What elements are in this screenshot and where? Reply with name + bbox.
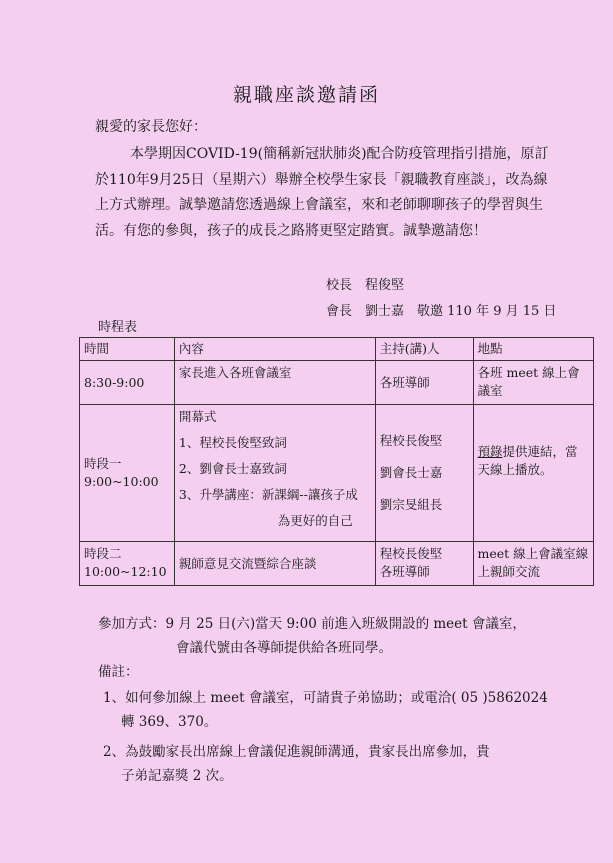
- row2-place-rest: 提供連結，當天線上播放。: [477, 444, 578, 477]
- row2-host-cell: [375, 405, 473, 542]
- note-item: [103, 686, 563, 734]
- row1-place: 各班 meet 線上會議室: [473, 361, 594, 405]
- join-line: 會議代號由各導師提供給各班同學。: [176, 640, 392, 656]
- note-line: 2、為鼓勵家長出席線上會議促進親師溝通，貴家長出席參加，貴: [103, 744, 490, 760]
- row3-time-label: 時段二: [84, 546, 122, 561]
- row1-host: 各班導師: [375, 361, 473, 405]
- host-name: 各班導師: [379, 564, 430, 579]
- program-line: 為更好的自己: [277, 513, 353, 528]
- row2-place-cell: [473, 405, 594, 542]
- note-item: [103, 740, 563, 788]
- row2-time-cell: [80, 405, 175, 542]
- principal-signature: 校長 程俊堅: [326, 278, 405, 293]
- row2-time-label: 時段一: [84, 456, 122, 471]
- program-line: 3、升學講座：新課綱--讓孩子成: [178, 487, 358, 502]
- page-title: 親職座談邀請函: [232, 84, 380, 106]
- header-place: 地點: [473, 338, 594, 361]
- note-line: 子弟記嘉獎 2 次。: [121, 768, 233, 784]
- table-header-row: [80, 338, 594, 361]
- header-host: 主持(講)人: [375, 338, 473, 361]
- invitation-paragraph: 本學期因COVID-19(簡稱新冠狀肺炎)配合防疫管理指引措施，原訂於110年9月25日（星期六）舉辦全校學生家長「親職教育座談」，改為線上方式辦理。誠摯邀請您透過線上會議室，來和老師聊聊孩子的學習與生活。有您的參與，孩子的成長之路將更堅定踏實。誠摯邀請您！: [95, 146, 549, 239]
- host-name: 程校長俊堅: [379, 546, 443, 561]
- program-line: 1、程校長俊堅致詞: [178, 435, 287, 450]
- notes-label: 備註：: [98, 664, 139, 680]
- chair-signature: 會長 劉士嘉 敬邀 110 年 9 月 15 日: [326, 304, 557, 319]
- schedule-table: [79, 337, 594, 586]
- table-row: [80, 361, 594, 405]
- row3-content: 親師意見交流暨綜合座談: [174, 542, 375, 586]
- host-name: 程校長俊堅: [379, 433, 443, 448]
- header-content: 內容: [174, 338, 375, 361]
- table-row: [80, 542, 594, 586]
- row3-place: meet 線上會議室線上親師交流: [473, 542, 594, 586]
- table-row: [80, 405, 594, 542]
- host-name: 劉會長士嘉: [379, 465, 443, 480]
- note-line: 轉 369、370。: [121, 714, 218, 730]
- participation-method: [98, 612, 568, 660]
- host-name: 劉宗旻組長: [379, 497, 443, 512]
- row3-host-cell: [375, 542, 473, 586]
- row3-time-cell: [80, 542, 175, 586]
- program-line: 開幕式: [178, 409, 217, 424]
- join-line: 參加方式：9 月 25 日(六)當天 9:00 前進入班級開設的 meet 會議室，: [98, 616, 526, 632]
- salutation: 親愛的家長您好：: [95, 119, 207, 135]
- row2-content-cell: [174, 405, 375, 542]
- prerecorded-label: 預錄: [477, 444, 503, 459]
- header-time: 時間: [80, 338, 175, 361]
- note-line: 1、如何參加線上 meet 會議室，可請貴子弟協助；或電洽( 05 )5862024: [103, 690, 548, 706]
- row2-time: 9:00~10:00: [84, 474, 159, 489]
- row1-content: 家長進入各班會議室: [174, 361, 375, 405]
- row3-time: 10:00~12:10: [84, 564, 167, 579]
- program-line: 2、劉會長士嘉致詞: [178, 461, 287, 476]
- schedule-label: 時程表: [98, 320, 138, 335]
- row1-time: 8:30-9:00: [80, 361, 175, 405]
